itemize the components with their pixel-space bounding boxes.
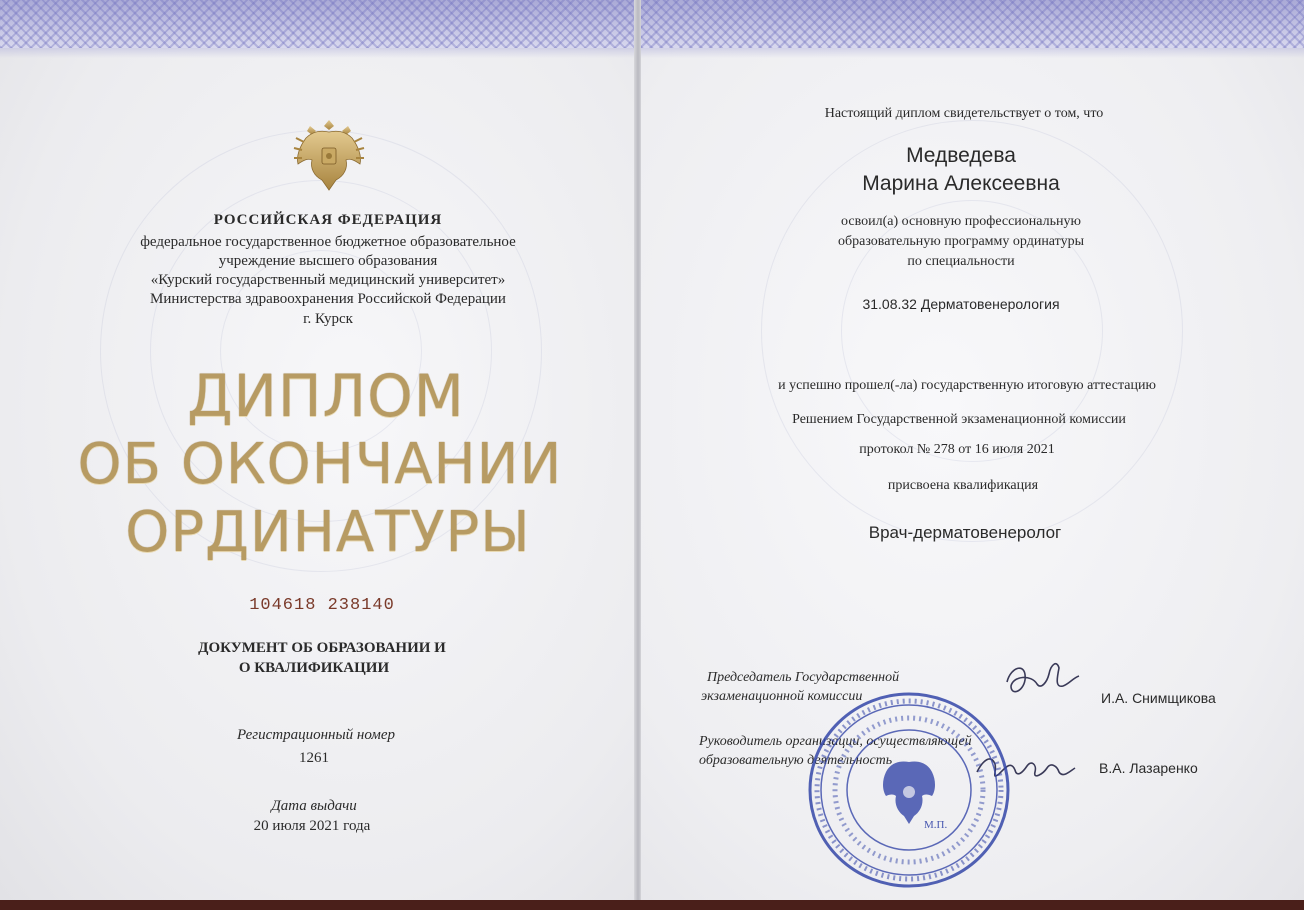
institution-city: г. Курск: [303, 311, 353, 327]
institution-line: федеральное государственное бюджетное образовательное: [140, 234, 516, 250]
registration-label: Регистрационный номер: [236, 727, 396, 743]
registration-number: 1261: [299, 750, 329, 766]
attestation-text: и успешно прошел(-ла) государственную итоговую аттестацию: [778, 378, 1156, 393]
head-title-line: Руководитель организации, осуществляющей: [699, 734, 972, 749]
official-seal-stamp: [806, 690, 1012, 890]
document-type-line: О КВАЛИФИКАЦИИ: [238, 660, 390, 676]
diploma-title-line: ОБ ОКОНЧАНИИ: [77, 432, 563, 497]
security-band-right: [641, 0, 1304, 48]
issue-date: 20 июля 2021 года: [253, 818, 371, 834]
program-line: по специальности: [907, 254, 1015, 269]
document-type-line: ДОКУМЕНТ ОБ ОБРАЗОВАНИИ И: [198, 640, 446, 656]
specialty-code: 31.08.32 Дерматовенерология: [862, 296, 1060, 312]
protocol-text: протокол № 278 от 16 июля 2021: [859, 442, 1055, 457]
coat-of-arms-emblem: [290, 112, 368, 196]
chairman-title-line: Председатель Государственной: [707, 670, 900, 685]
chairman-name: И.А. Снимщикова: [1101, 690, 1216, 706]
program-line: образовательную программу ординатуры: [838, 234, 1084, 249]
country-name: РОССИЙСКАЯ ФЕДЕРАЦИЯ: [213, 212, 443, 228]
qualification-label: присвоена квалификация: [887, 478, 1039, 493]
diploma-title-line: ДИПЛОМ: [187, 362, 465, 430]
head-name: В.А. Лазаренко: [1099, 760, 1198, 776]
qualification: Врач-дерматовенеролог: [868, 523, 1062, 542]
stamp-mp-text: М.П.: [924, 819, 948, 831]
commission-text: Решением Государственной экзаменационной комиссии: [792, 412, 1126, 427]
diploma-title-line: ОРДИНАТУРЫ: [125, 500, 531, 565]
head-title-line: образовательную деятельность: [699, 753, 893, 768]
chairman-title-line: экзаменационной комиссии: [701, 689, 863, 704]
institution-line: «Курский государственный медицинский университет»: [150, 272, 506, 288]
issue-date-label: Дата выдачи: [271, 798, 357, 814]
graduate-given-names: Марина Алексеевна: [862, 172, 1060, 195]
security-band-left: [0, 0, 636, 48]
graduate-surname: Медведева: [906, 144, 1016, 167]
intro-text: Настоящий диплом свидетельствует о том, что: [824, 106, 1104, 121]
program-line: освоил(а) основную профессиональную: [841, 214, 1081, 229]
diploma-serial-number: 104618 238140: [249, 596, 395, 615]
diploma-left-page: [0, 0, 637, 900]
institution-line: Министерства здравоохранения Российской Федерации: [150, 291, 506, 307]
institution-line: учреждение высшего образования: [218, 253, 438, 269]
